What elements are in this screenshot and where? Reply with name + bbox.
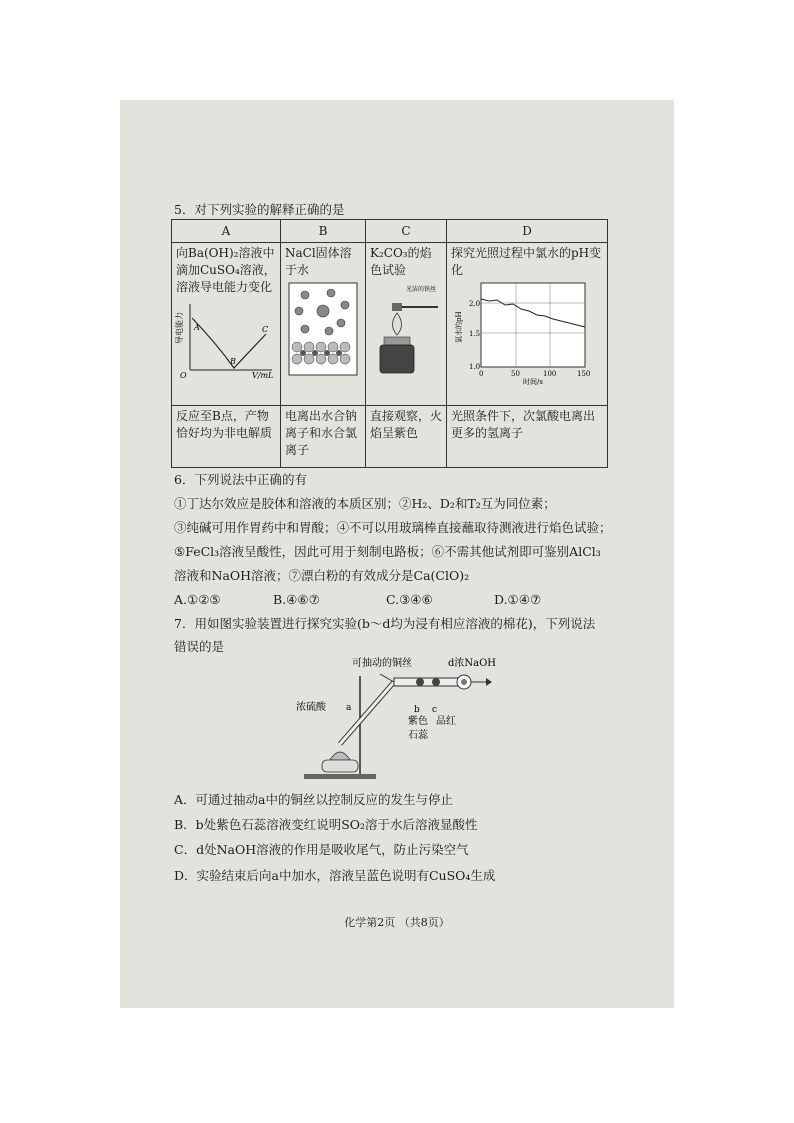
ytick-1-5: 1.5 [469,330,481,338]
q6-option-a: A.①②⑤ [174,592,221,607]
point-a: A [194,323,200,332]
point-c: C [262,325,269,334]
litmus-text-2: 石蕊 [408,730,428,741]
origin-label: O [180,371,187,380]
cell-a-top [172,243,281,406]
ytick-1: 1.0 [469,363,481,371]
wire-text: 可抽动的铜丝 [352,658,412,669]
litmus-text-1: 紫色 [408,716,428,727]
flame-test-diagram [370,281,442,377]
q7-stem-2: 错误的是 [174,639,225,654]
q6-option-c: C.③④⑥ [386,592,433,607]
q7-option-b: B．b处紫色石蕊溶液变红说明SO₂溶于水后溶液显酸性 [174,817,478,832]
nacl-dissolving-diagram [285,281,361,379]
conductivity-graph [176,298,276,378]
b-top-text: NaCl固体溶于水 [285,246,352,277]
q6-option-d: D.①④⑦ [494,592,542,607]
q6-line-1: ①丁达尔效应是胶体和溶液的本质区别；②H₂、D₂和T₂互为同位素； [174,496,556,511]
cell-d-bottom: 光照条件下，次氯酸电离出更多的氢离子 [447,406,608,468]
q6-line-3: ⑤FeCl₃溶液呈酸性，因此可用于刻制电路板；⑥不需其他试剂即可鉴别AlCl₃ [174,544,601,559]
header-d: D [447,220,608,243]
cell-b-top [281,243,366,406]
axis-xlabel: V/mL [252,371,274,380]
q5-stem: 5．对下列实验的解释正确的是 [174,202,345,217]
q7-option-c: C．d处NaOH溶液的作用是吸收尾气，防止污染空气 [174,842,469,857]
wire-label: 光洁的铁丝 [406,286,437,293]
d-top-text: 探究光照过程中氯水的pH变化 [451,246,602,277]
pink-text: 品红 [436,716,456,727]
ph-time-graph [451,281,591,385]
q7-option-a: A．可通过抽动a中的铜丝以控制反应的发生与停止 [174,792,453,807]
cell-b-bottom: 电离出水合钠离子和水合氯离子 [281,406,366,468]
header-b: B [281,220,366,243]
q6-line-4: 溶液和NaOH溶液；⑦漂白粉的有效成分是Ca(ClO)₂ [174,568,470,583]
xtick-0: 0 [479,370,484,378]
acid-text: 浓硫酸 [296,702,326,713]
naoh-text: d浓NaOH [448,658,497,669]
q5-table [171,219,608,468]
ytick-2: 2.0 [469,300,481,308]
cell-d-top [447,243,608,406]
a-text: a [346,703,352,713]
header-a: A [172,220,281,243]
b-text: b [414,705,420,715]
q6-line-2: ③纯碱可用作胃药中和胃酸；④不可以用玻璃棒直接蘸取待测液进行焰色试验； [174,520,612,535]
q6-stem: 6．下列说法中正确的有 [174,472,307,487]
a-top-text: 向Ba(OH)₂溶液中滴加CuSO₄溶液，溶液导电能力变化 [176,246,276,294]
q6-option-b: B.④⑥⑦ [273,592,320,607]
cell-c-bottom: 直接观察，火焰呈紫色 [366,406,447,468]
cell-a-bottom: 反应至B点，产物恰好均为非电解质 [172,406,281,468]
point-b: B [230,357,236,366]
d-xlabel: 时间/s [523,378,543,386]
d-ylabel: 氯水的pH [455,311,463,343]
apparatus-diagram [290,652,520,784]
q7-option-d: D．实验结束后向a中加水，溶液呈蓝色说明有CuSO₄生成 [174,868,496,883]
header-c: C [366,220,447,243]
xtick-150: 150 [577,370,591,378]
q7-stem-1: 7．用如图实验装置进行探究实验(b～d均为浸有相应溶液的棉花)，下列说法 [174,616,596,631]
c-top-text: K₂CO₃的焰色试验 [370,246,432,277]
xtick-100: 100 [543,370,557,378]
xtick-50: 50 [511,370,520,378]
c-text: c [432,705,438,715]
axis-ylabel: 导电能力 [175,312,184,344]
cell-c-top [366,243,447,406]
page-footer: 化学第2页 （共8页） [344,916,450,929]
